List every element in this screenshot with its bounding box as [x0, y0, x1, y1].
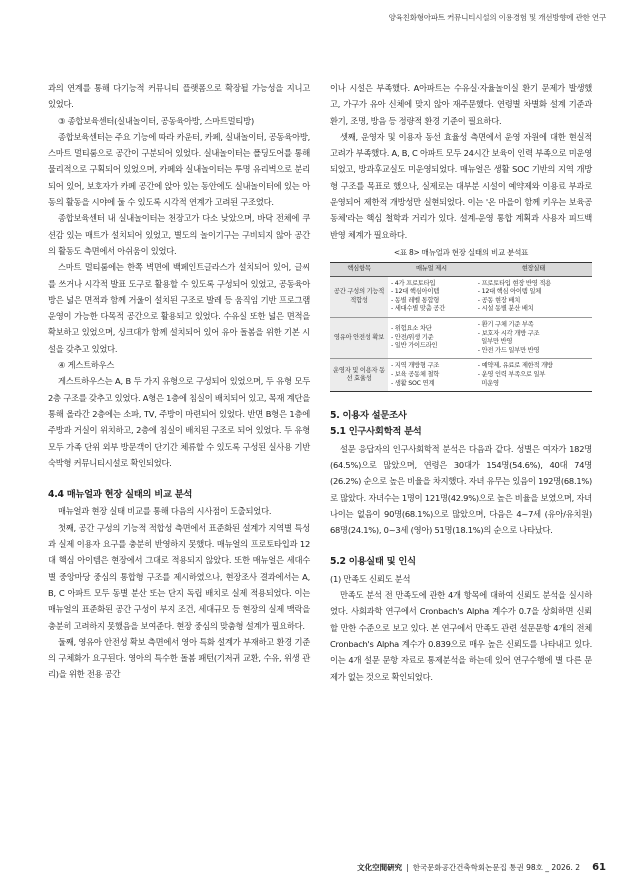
table-row [330, 276, 592, 317]
subsection-heading: (1) 만족도 신뢰도 분석 [330, 573, 411, 584]
table-header-row [330, 262, 592, 276]
body-paragraph: 만족도 분석 전 만족도에 관한 4개 항목에 대하여 신뢰도 분석을 실시하였다. 사회과학 연구에서 Cronbach's Alpha 계수가 0.7을 상회하면 신뢰할 만한 수준으로 보고 있다. 본 연구에서 만족도 관련 설문문항 4개의 전체 Cronbach's Alpha 계수가 0.839으로 매우 높은 신뢰도를 나타내고 있다. 이는 4개 설문 문항 자료로 통제분석을 하는데 있어 연구수행에 별 다른 문제가 없는 것으로 확인되었다. [330, 590, 592, 682]
table-cell-line: - 환기 구체 기준 부족 [477, 320, 534, 328]
body-paragraph: 종합보육센터 내 실내놀이터는 천장고가 다소 낮았으며, 바닥 전체에 쿠션감 있는 매트가 설치되어 있었고, 별도의 놀이기구는 구비되지 않아 공간의 활동도 측면에서 아쉬움이 있었다. [48, 213, 310, 256]
table-header: 매뉴얼 제시 [388, 262, 475, 276]
section-heading: 5.2 이용실태 및 인식 [330, 556, 416, 568]
table-cell-line: - 시설 동별 분산 배치 [477, 305, 534, 313]
table-cell-category: 운영자 및 이용자 동선 효율성 [330, 359, 388, 392]
table-cell-manual [388, 359, 475, 392]
table-header: 현장실태 [475, 262, 592, 276]
page-footer [357, 862, 606, 873]
table-cell-line: - 예약제, 유료로 제한적 개방 [477, 362, 553, 370]
table-row [330, 359, 592, 392]
spacer [330, 392, 592, 408]
table-cell-line: - 공동 현장 배치 [477, 296, 521, 304]
table-cell-line: 미운영 [477, 379, 499, 387]
left-column [48, 80, 310, 683]
table-cell-line: - 지역 개방형 구조 [391, 362, 440, 370]
table-cell-category: 공간 구성의 기능적 적합성 [330, 276, 388, 317]
body-paragraph: 셋째, 운영자 및 이용자 동선 효율성 측면에서 운영 자원에 대한 현실적 고려가 부족했다. A, B, C 아파트 모두 24시간 보육이 인력 부족으로 미운영되었고, 방과후교실도 미운영되었다. 매뉴얼은 생활 SOC 기반의 지역 개방형 구조를 목표로 했으나, 실제로는 대부분 시설이 예약제와 이용료 부과로 운영되어 제한적 개방성만 실현되었다. 이는 '온 마을이 함께 키우는 보육공동체'라는 핵심 철학과 거리가 있다. 설계-운영 통합 계획과 사용자 피드백 반영 체계가 필요하다. [330, 131, 592, 240]
body-paragraph: 매뉴얼과 현장 실태 비교를 통해 다음의 시사점이 도출되었다. [58, 506, 272, 517]
table-cell-line: - 12대 핵심아이템 [391, 288, 440, 296]
body-paragraph: 종합보육센터는 주요 기능에 따라 카운터, 카페, 실내놀이터, 공동육아방, 스마트 멀티룸으로 공간이 구분되어 있었다. 실내놀이터는 폴딩도어를 통해 물리적으로 구획되어 있었으며, 카페와 실내놀이터는 투명 유리벽으로 분리되어 있어, 보호자가 카페 공간에 앉아 있는 동안에도 실내놀이터에 있는 아동의 활동을 시야에 둘 수 있도록 시각적 연계가 고려된 구조였다. [48, 131, 310, 208]
right-column-top [330, 80, 592, 243]
section-heading: 4.4 매뉴얼과 현장 실태의 비교 분석 [48, 489, 193, 501]
section-heading: 5. 이용자 설문조사 [330, 410, 407, 422]
body-paragraph: 설문 응답자의 인구사회학적 분석은 다음과 같다. 성별은 여자가 182명(64.5%)으로 많았으며, 연령은 30대가 154명(54.6%), 40대 74명(26.2%) 순으로 높은 비율을 차지했다. 자녀 유무는 있음이 192명(68.1%)로 많았다. 자녀수는 1명이 121명(42.9%)으로 높은 비율을 보였으며, 자녀 나이는 없음이 90명(68.1%)으로 많았으며, 다음은 4~7세 (유아/유치원) 68명(24.1%), 0~3세 (영아) 51명(18.1%)의 순으로 나타났다. [330, 443, 592, 536]
running-header: 양육친화형아파트 커뮤니티시설의 이용경험 및 개선방향에 관한 연구 [388, 13, 606, 22]
body-paragraph: 과의 연계를 통해 다기능적 커뮤니티 플랫폼으로 확장될 가능성을 지니고 있었다. [48, 83, 310, 110]
table-cell-line: - 동별 레벨 통합형 [391, 296, 440, 304]
table-cell-line: - 안전 가드 일부만 반영 [477, 346, 540, 354]
table-cell-field [475, 276, 592, 317]
right-column [330, 80, 592, 685]
table-cell-line: - 보육 공동체 철학 [391, 370, 440, 378]
table-row [330, 317, 592, 358]
table-cell-line: - 세대수별 맞춤 공간 [391, 305, 445, 313]
table-cell-line: - 위험요소 차단 [391, 325, 432, 333]
table-cell-line: 일부만 반영 [477, 338, 513, 346]
spacer [330, 538, 592, 554]
table-cell-line: - 4가 프로토타입 [391, 279, 436, 287]
section-heading: 5.1 인구사회학적 분석 [330, 426, 422, 438]
spacer [48, 471, 310, 487]
table-cell-field [475, 317, 592, 358]
table-header: 핵심항목 [330, 262, 388, 276]
table-cell-manual [388, 276, 475, 317]
subsection-heading: ③ 종합보육센터(실내놀이터, 공동육아방, 스마트멀티방) [58, 115, 254, 126]
body-paragraph: 둘째, 영유아 안전성 확보 측면에서 영아 특화 설계가 부재하고 환경 기준의 구체화가 요구된다. 영아의 특수한 돌봄 패턴(기저귀 교환, 수유, 위생 관리)을 위한 전용 공간 [48, 636, 310, 680]
table-cell-line: - 보호자 시각 개방 구조 [477, 329, 540, 337]
body-paragraph: 첫째, 공간 구성의 기능적 적합성 측면에서 표준화된 설계가 지역별 특성과 실제 이용자 요구를 충분히 반영하지 못했다. 매뉴얼의 프로토타입과 12대 핵심 아이템은 현장에서 그대로 적용되지 않았다. 또한 매뉴얼은 세대수별 중앙마당 중심의 통합형 구조를 제시하였으나, 현장조사 결과에서는 A, B, C 아파트 모두 동별 분산 또는 단지 독립 배치로 실제 적용되었다. 이는 매뉴얼의 표준화된 공간 구성이 부지 조건, 세대규모 등 현장의 실제 맥락을 충분히 고려하지 못했음을 보여준다. 현장 중심의 맞춤형 설계가 필요하다. [48, 522, 310, 631]
table-cell-field [475, 359, 592, 392]
table-cell-manual [388, 317, 475, 358]
journal-name: 文化空間硏究 [357, 863, 403, 872]
right-column-bottom [330, 392, 592, 685]
table-cell-line: - 운영 인력 부족으로 일부 [477, 370, 546, 378]
subsection-heading: ④ 게스트하우스 [58, 360, 115, 371]
table-cell-line: - 안전/위생 기준 [391, 333, 434, 341]
journal-issue: 한국문화공간건축학회논문집 통권 98호 _ 2026. 2 [412, 863, 581, 872]
table-cell-line: - 12대 핵심 아이템 일체 [477, 288, 542, 296]
page-number: 61 [592, 862, 606, 873]
body-paragraph: 게스트하우스는 A, B 두 가지 유형으로 구성되어 있었으며, 두 유형 모두 2층 구조를 갖추고 있었다. A형은 1층에 침실이 배치되어 있고, 목재 계단을 통해 올라간 2층에는 소파, TV, 주방이 마련되어 있었다. 반면 B형은 1층에 주방과 거실이 위치하고, 2층에 침실이 배치된 구조로 되어 있었다. 두 유형 모두 가족 단위 외부 방문객이 단기간 체류할 수 있도록 구성된 실사용 기반 숙박형 커뮤니티시설로 확인되었다. [48, 376, 310, 468]
body-paragraph: 스마트 멀티룸에는 한쪽 벽면에 백페인트글라스가 설치되어 있어, 글씨를 쓰거나 시각적 발표 도구로 활용할 수 있도록 구성되어 있었고, 공동육아방은 넓은 면적과 함께 거울이 설치된 구조로 발레 등 움직임 기반 프로그램 운영이 가능한 다목적 공간으로 활용되고 있었다. 수유실 또한 넓은 면적을 확보하고 있었으며, 싱크대가 함께 설치되어 있어 유아 돌봄을 위한 기본 시설을 갖추고 있었다. [48, 262, 310, 354]
table-cell-category: 영유아 안전성 확보 [330, 317, 388, 358]
table-cell-line: - 일반 가이드라인 [391, 342, 438, 350]
footer-separator: | [406, 863, 409, 872]
table-caption: <표 8> 매뉴얼과 현장 실태의 비교 분석표 [393, 247, 529, 257]
body-paragraph: 이나 시설은 부족했다. A아파트는 수유실·자율놀이실 환기 문제가 발생했고, 가구가 유아 신체에 맞지 않아 재주문했다. 연령별 차별화 설계 기준과 환기, 조명, 방음 등 정량적 환경 기준이 필요하다. [330, 83, 592, 126]
table-cell-line: - 생활 SOC 연계 [391, 379, 435, 387]
comparison-table [330, 262, 592, 392]
table-cell-line: - 프로토타입 현장 반영 적용 [477, 279, 551, 287]
